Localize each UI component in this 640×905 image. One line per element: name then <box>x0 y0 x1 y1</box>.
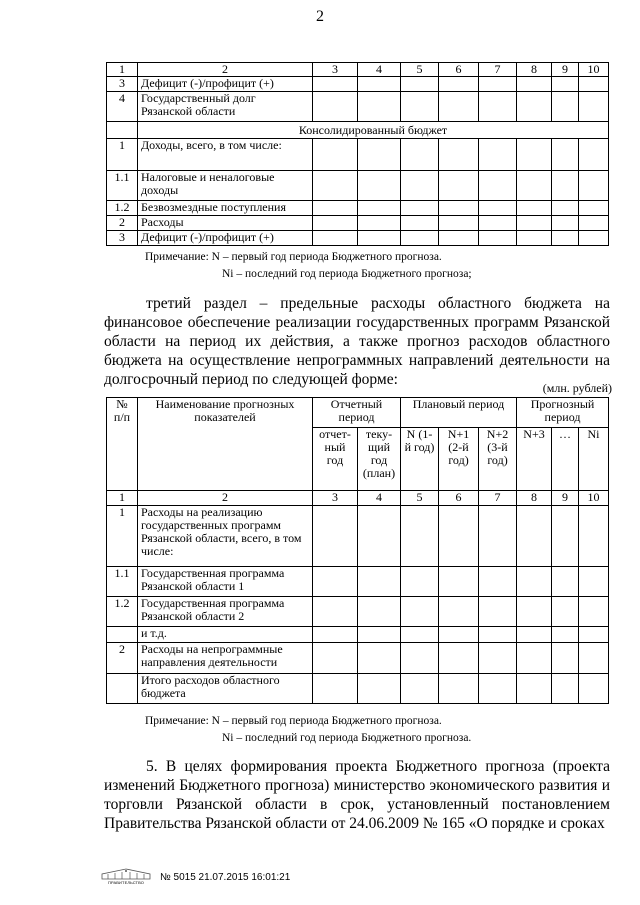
col-num-4: 4 <box>358 63 401 77</box>
table-row <box>107 77 609 92</box>
note2-line2: Ni – последний год периода Бюджетного прогноза. <box>222 732 472 744</box>
row-name: Налоговые и неналоговые доходы <box>138 171 313 201</box>
row-name: Безвозмездные поступления <box>138 201 313 216</box>
row-num <box>107 674 138 704</box>
row-name: Государственная программа Рязанской области 1 <box>138 567 313 597</box>
units-label: (млн. рублей) <box>542 381 612 395</box>
page-number: 2 <box>316 8 324 25</box>
col-num-9: 9 <box>552 491 579 506</box>
government-logo <box>98 868 154 886</box>
row-name: и т.д. <box>138 627 313 643</box>
logo-text: ПРАВИТЕЛЬСТВО <box>108 880 144 885</box>
col-num-10: 10 <box>579 491 609 506</box>
row-num: 2 <box>107 216 138 231</box>
section-row <box>107 122 609 139</box>
sub-n3: N+3 <box>517 428 552 491</box>
col-num-2: 2 <box>138 491 313 506</box>
note1-line1: Примечание: N – первый год периода Бюджетного прогноза. <box>145 251 442 263</box>
row-num: 3 <box>107 231 138 246</box>
col-num-7: 7 <box>479 63 517 77</box>
paragraph-item-5: 5. В целях формирования проекта Бюджетного прогноза (проекта изменений Бюджетного прогноза) министерство экономического развития и торговли Рязанской области в срок, установленный постановлением Правительства Рязанской области от 24.06.2009 № 165 «О порядке и сроках <box>104 758 610 832</box>
row-name: Государственная программа Рязанской области 2 <box>138 597 313 627</box>
row-num: 4 <box>107 92 138 122</box>
row-name: Итого расходов областного бюджета <box>138 674 313 704</box>
col-num-6: 6 <box>439 491 479 506</box>
table-row <box>107 171 609 201</box>
col-num-1: 1 <box>107 491 138 506</box>
col-num-4: 4 <box>358 491 401 506</box>
section-title: Консолидированный бюджет <box>138 122 609 139</box>
sub-current-year: теку- щий год (план) <box>358 428 401 491</box>
row-name: Государственный долг Рязанской области <box>138 92 313 122</box>
col-num-1: 1 <box>107 63 138 77</box>
col-num-2: 2 <box>138 63 313 77</box>
building-icon <box>98 868 154 880</box>
row-name: Расходы <box>138 216 313 231</box>
col-num-5: 5 <box>401 491 439 506</box>
sub-n: N (1-й год) <box>401 428 439 491</box>
col-num-10: 10 <box>579 63 609 77</box>
sub-ni: Ni <box>579 428 609 491</box>
paragraph-third-section: третий раздел – предельные расходы областного бюджета на финансовое обеспечение реализации государственных программ Рязанской области на период их действия, а также прогноз расходов областного бюджета на осуществление непрограммных направлений деятельности на долгосрочный период по следующей форме: <box>104 295 610 388</box>
row-name: Дефицит (-)/профицит (+) <box>138 77 313 92</box>
table-row <box>107 92 609 122</box>
sub-n1: N+1 (2-й год) <box>439 428 479 491</box>
col-num-5: 5 <box>401 63 439 77</box>
table-row <box>107 231 609 246</box>
col-num-3: 3 <box>313 63 358 77</box>
col-num-6: 6 <box>439 63 479 77</box>
col-num-8: 8 <box>517 491 552 506</box>
row-name: Доходы, всего, в том числе: <box>138 139 313 171</box>
table-row <box>107 627 609 643</box>
table-consolidated-budget <box>106 62 609 246</box>
row-num: 1.1 <box>107 567 138 597</box>
row-num <box>107 627 138 643</box>
table2-number-row <box>107 491 609 506</box>
header-planned: Плановый период <box>401 398 517 428</box>
sub-n2: N+2 (3-й год) <box>479 428 517 491</box>
row-name: Расходы на непрограммные направления деятельности <box>138 643 313 674</box>
table-row <box>107 506 609 567</box>
row-name: Дефицит (-)/профицит (+) <box>138 231 313 246</box>
footer-stamp <box>98 866 290 888</box>
row-name: Расходы на реализацию государственных программ Рязанской области, всего, в том числе: <box>138 506 313 567</box>
col-num-3: 3 <box>313 491 358 506</box>
table-row <box>107 201 609 216</box>
table-row <box>107 139 609 171</box>
row-num: 3 <box>107 77 138 92</box>
header-num: № п/п <box>107 398 138 491</box>
table-row <box>107 216 609 231</box>
row-num: 1.2 <box>107 201 138 216</box>
table-row <box>107 597 609 627</box>
sub-ellipsis: … <box>552 428 579 491</box>
row-num: 1 <box>107 139 138 171</box>
header-reporting: Отчетный период <box>313 398 401 428</box>
col-num-7: 7 <box>479 491 517 506</box>
col-num-8: 8 <box>517 63 552 77</box>
table-row <box>107 674 609 704</box>
table-program-expenses <box>106 397 609 704</box>
doc-registration-number: № 5015 21.07.2015 16:01:21 <box>160 871 291 883</box>
row-num: 1.1 <box>107 171 138 201</box>
row-num: 2 <box>107 643 138 674</box>
col-num-9: 9 <box>552 63 579 77</box>
row-num: 1.2 <box>107 597 138 627</box>
header-name: Наименование прогнозных показателей <box>138 398 313 491</box>
row-num: 1 <box>107 506 138 567</box>
table1-number-row <box>107 63 609 77</box>
header-forecast: Прогнозный период <box>517 398 609 428</box>
note1-line2: Ni – последний год периода Бюджетного прогноза; <box>222 268 472 280</box>
table-row <box>107 643 609 674</box>
table2-header-row <box>107 398 609 428</box>
sub-reporting-year: отчет- ный год <box>313 428 358 491</box>
note2-line1: Примечание: N – первый год периода Бюджетного прогноза. <box>145 715 442 727</box>
table-row <box>107 567 609 597</box>
